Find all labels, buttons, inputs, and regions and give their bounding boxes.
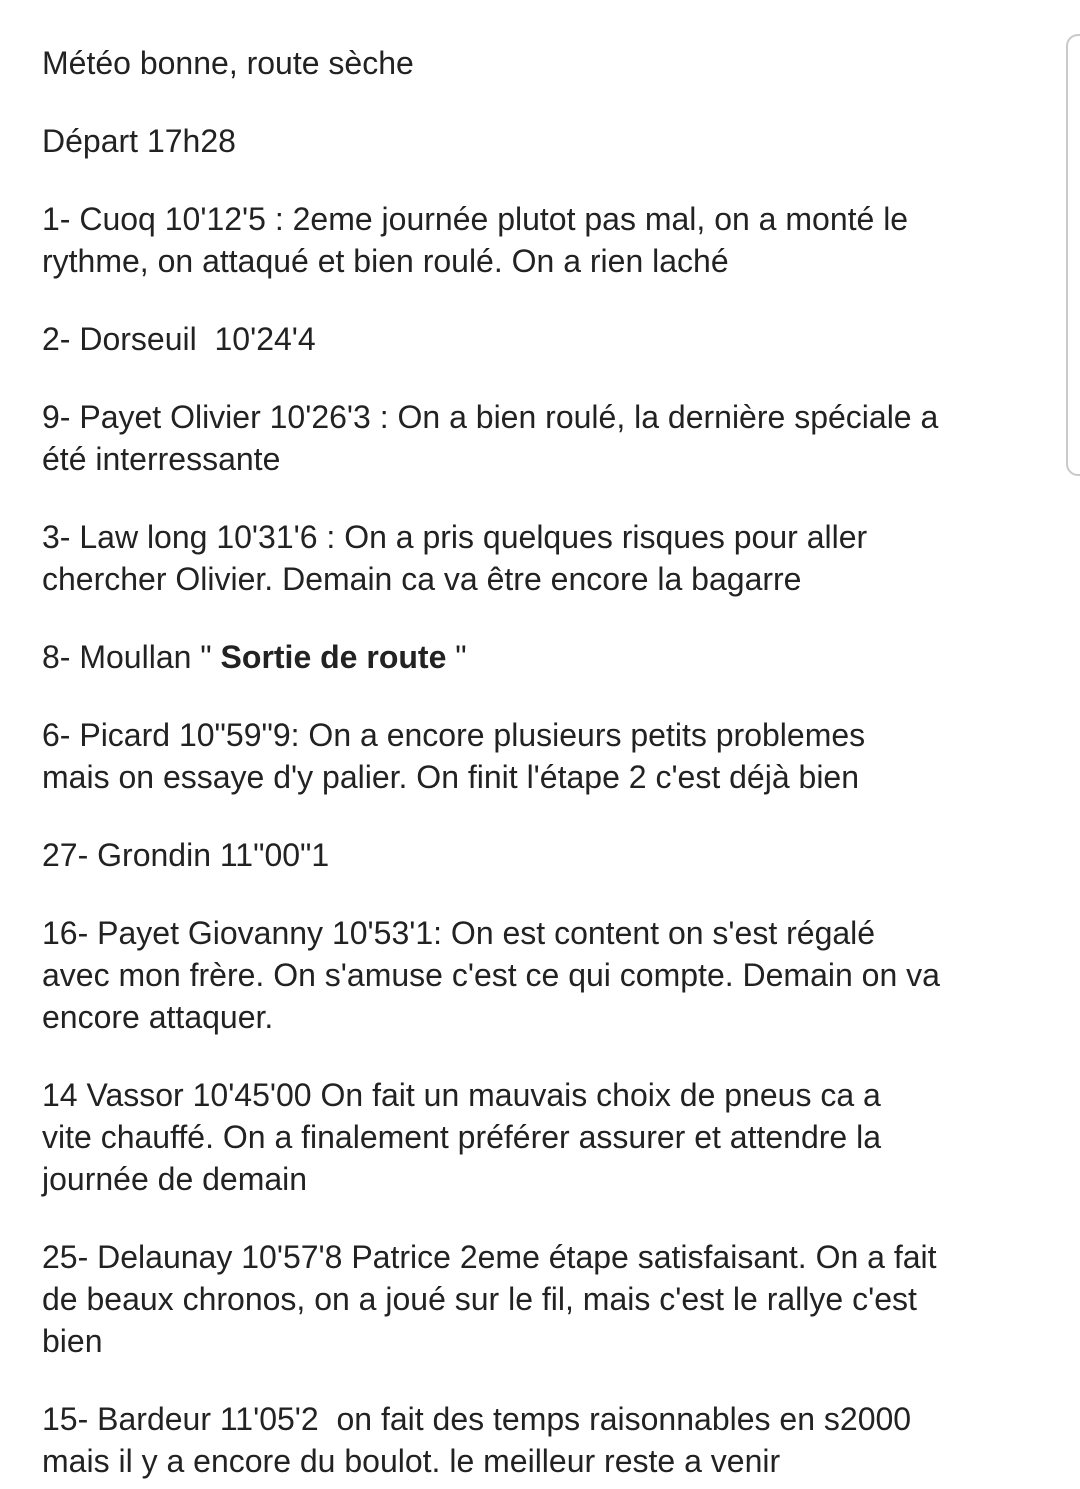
entry-picard: 6- Picard 10"59"9: On a encore plusieurs petits problemes mais on essaye d'y palier. On finit l'étape 2 c'est déjà bien [42, 717, 866, 795]
entry-cuoq: 1- Cuoq 10'12'5 : 2eme journée plutot pas mal, on a monté le rythme, on attaqué et bien roulé. On a rien laché [42, 201, 909, 279]
entry-payet-giovanny: 16- Payet Giovanny 10'53'1: On est content on s'est régalé avec mon frère. On s'amuse c'est ce qui compte. Demain on va encore attaquer. [42, 915, 940, 1035]
entry-vassor: 14 Vassor 10'45'00 On fait un mauvais choix de pneus ca a vite chauffé. On a finalement préférer assurer et attendre la journée de demain [42, 1077, 881, 1197]
entry-moullan [42, 636, 1042, 678]
entry-grondin: 27- Grondin 11"00"1 [42, 837, 330, 873]
entry-bardeur: 15- Bardeur 11'05'2 on fait des temps raisonnables en s2000 mais il y a encore du boulot. le meilleur reste a venir [42, 1401, 912, 1479]
entry-law-long: 3- Law long 10'31'6 : On a pris quelques risques pour aller chercher Olivier. Demain ca va être encore la bagarre [42, 519, 868, 597]
moullan-status: Sortie de route [220, 639, 447, 675]
notes-document [42, 42, 1042, 1482]
entry-delaunay: 25- Delaunay 10'57'8 Patrice 2eme étape satisfaisant. On a fait de beaux chronos, on a joué sur le fil, mais c'est le rallye c'est bien [42, 1239, 937, 1359]
scrollbar[interactable] [1066, 34, 1080, 476]
moullan-prefix: 8- Moullan " [42, 639, 221, 675]
start-time-line: Départ 17h28 [42, 123, 236, 159]
moullan-suffix: " [446, 639, 467, 675]
entry-dorseuil: 2- Dorseuil 10'24'4 [42, 321, 316, 357]
weather-line: Météo bonne, route sèche [42, 45, 414, 81]
entry-payet-olivier: 9- Payet Olivier 10'26'3 : On a bien roulé, la dernière spéciale a été interressante [42, 399, 939, 477]
